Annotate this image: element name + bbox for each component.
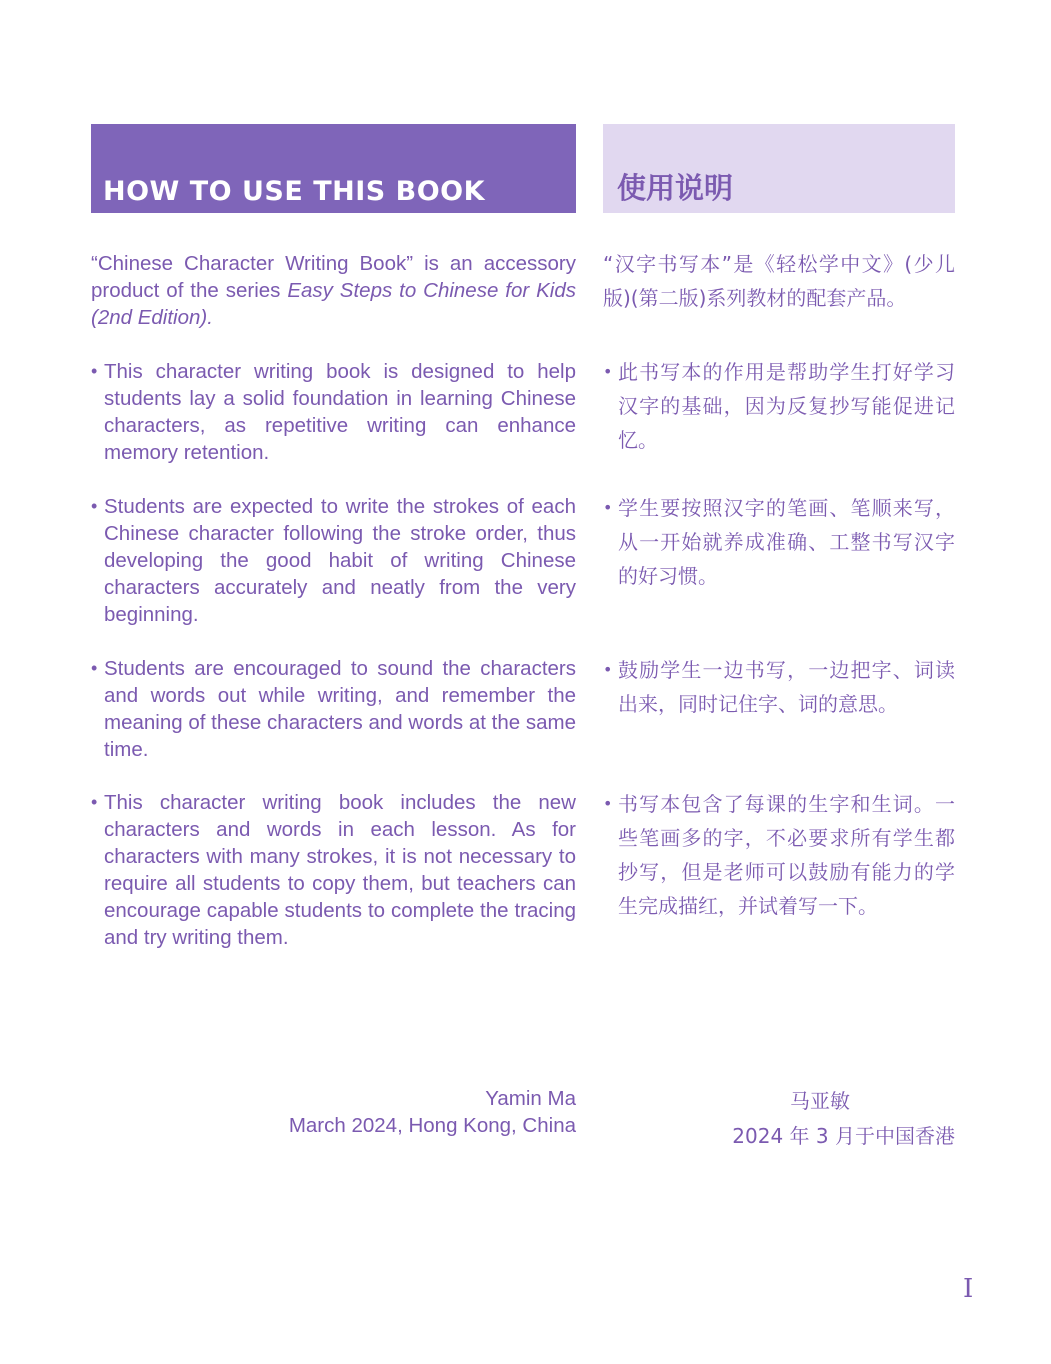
chinese-intro-text: “汉字书写本”是《轻松学中文》(少儿版)(第二版)系列教材的配套产品。 <box>603 252 955 310</box>
english-bullet-4 <box>91 789 576 951</box>
english-bullet-3 <box>91 655 576 763</box>
bullet-dot: • <box>603 362 613 381</box>
english-intro <box>91 250 576 331</box>
list-item <box>603 653 955 721</box>
list-item <box>91 655 576 763</box>
english-bullet-text: Students are encouraged to sound the characters and words out while writing, and remember the meaning of these characters and words at the same time. <box>104 657 576 761</box>
chinese-intro <box>603 247 955 315</box>
list-item <box>603 787 955 923</box>
chinese-bullet-text: 书写本包含了每课的生字和生词。一些笔画多的字，不必要求所有学生都抄写，但是老师可以鼓励有能力的学生完成描红，并试着写一下。 <box>618 792 955 918</box>
english-author-name: Yamin Ma <box>485 1087 576 1110</box>
chinese-bullet-text: 学生要按照汉字的笔画、笔顺来写，从一开始就养成准确、工整书写汉字的好习惯。 <box>618 496 955 588</box>
list-item <box>603 491 955 593</box>
chinese-author-name: 马亚敏 <box>790 1089 850 1113</box>
bullet-dot: • <box>603 660 613 679</box>
chinese-bullet-text: 鼓励学生一边书写，一边把字、词读出来，同时记住字、词的意思。 <box>618 658 955 716</box>
english-bullet-text: This character writing book includes the new characters and words in each lesson. As for characters with many strokes, it is not necessary to require all students to copy them, but teachers can encourage capable students to complete the tracing and try writing them. <box>104 791 576 949</box>
english-intro-text <box>91 250 576 331</box>
list-item <box>91 358 576 466</box>
chinese-header-title: 使用说明 <box>617 171 734 205</box>
english-header-title: HOW TO USE THIS BOOK <box>103 176 486 207</box>
chinese-bullet-4 <box>603 787 955 923</box>
chinese-date-place: 2024 年 3 月于中国香港 <box>732 1124 955 1148</box>
list-item <box>91 789 576 951</box>
chinese-header-banner <box>603 124 955 213</box>
english-intro-part1: “Chinese Character Writing Book” is an accessory product of the series <box>91 252 576 302</box>
english-bullet-2 <box>91 493 576 628</box>
list-item <box>91 493 576 628</box>
bullet-dot: • <box>91 361 98 381</box>
english-intro-series-title: Easy Steps to Chinese for Kids (2nd Edition). <box>91 279 576 329</box>
page-number: I <box>963 1274 974 1304</box>
chinese-bullet-2 <box>603 491 955 593</box>
english-bullet-1 <box>91 358 576 466</box>
chinese-bullet-3 <box>603 653 955 721</box>
bullet-dot: • <box>603 794 613 813</box>
bullet-dot: • <box>91 658 98 678</box>
english-bullet-text: Students are expected to write the strokes of each Chinese character following the stroke order, thus developing the good habit of writing Chinese characters accurately and neatly from the very beginning. <box>104 495 576 626</box>
chinese-bullet-1 <box>603 355 955 457</box>
bullet-dot: • <box>91 496 98 516</box>
list-item <box>603 355 955 457</box>
bullet-dot: • <box>91 792 98 812</box>
english-header-banner <box>91 124 576 213</box>
english-bullet-text: This character writing book is designed to help students lay a solid foundation in learning Chinese characters, as repetitive writing can enhance memory retention. <box>104 360 576 464</box>
english-date-place: March 2024, Hong Kong, China <box>288 1114 576 1137</box>
bullet-dot: • <box>603 498 613 517</box>
chinese-bullet-text: 此书写本的作用是帮助学生打好学习汉字的基础，因为反复抄写能促进记忆。 <box>618 360 955 452</box>
